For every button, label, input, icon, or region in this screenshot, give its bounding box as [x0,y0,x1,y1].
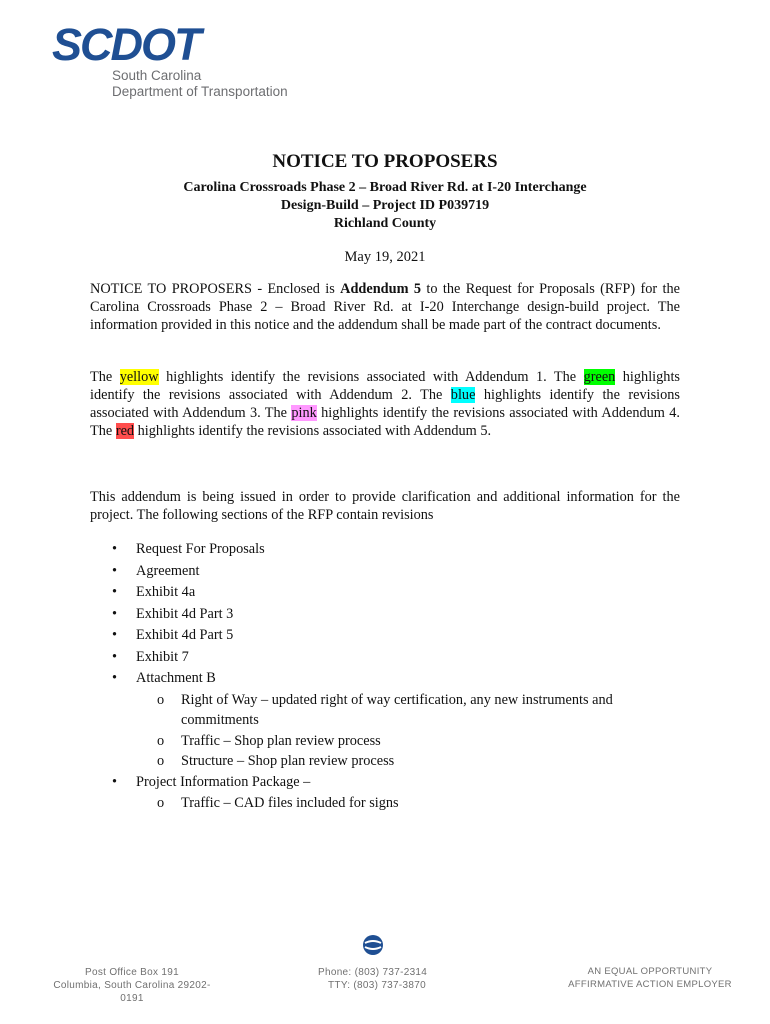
sub-list-item-label: Traffic – CAD files included for signs [181,795,399,811]
agency-name [112,68,288,100]
sub-bullet-icon: o [157,753,165,769]
green-highlight-label: green [583,369,616,385]
address-line-2: Columbia, South Carolina 29202-0191 [53,980,211,1004]
county: Richland County [333,216,437,231]
intro-paragraph [90,280,680,334]
notice-date: May 19, 2021 [344,249,426,265]
list-item-label: Attachment B [136,670,216,686]
list-item [90,561,690,583]
footer-eeo-statement [560,965,740,991]
sub-bullet-icon: o [157,795,165,811]
blue-highlight-label: blue [450,387,476,403]
sub-list-item [90,751,690,772]
sub-bullet-icon: o [157,732,165,749]
bullet-icon: • [112,648,118,665]
eeo-line-1: AN EQUAL OPPORTUNITY [587,966,713,977]
legend-text: highlights identify the revisions associated with Addendum 3. The [90,387,680,421]
sub-bullet-icon: o [157,691,165,708]
sub-list-item-label: Traffic – Shop plan review process [181,732,381,749]
bullet-icon: • [112,562,118,579]
project-id: Design-Build – Project ID P039719 [280,198,490,213]
list-item [90,539,690,561]
list-item-label: Exhibit 7 [136,648,189,665]
project-name: Carolina Crossroads Phase 2 – Broad River Rd. at I-20 Interchange [183,180,587,195]
list-item-label: Exhibit 4d Part 3 [136,605,234,622]
notice-title: NOTICE TO PROPOSERS [272,151,498,172]
sub-list-item-label: Right of Way – updated right of way certification, any new instruments and commitments [181,691,613,728]
bullet-icon: • [112,605,118,622]
list-item [90,625,690,647]
scdot-emblem-icon [362,934,384,956]
footer-address [47,966,217,1005]
agency-line-2: Department of Transportation [112,84,288,99]
list-item-label: Agreement [136,562,200,579]
logo-wordmark: SCDOT [52,19,200,70]
address-line-1: Post Office Box 191 [85,967,179,978]
phone-number: Phone: (803) 737-2314 [318,967,428,978]
scdot-logo [52,19,332,100]
legend-text: The [90,369,120,385]
list-item [90,647,690,669]
list-item-label: Request For Proposals [136,541,265,557]
bullet-icon: • [112,670,118,686]
intro-text-rest: to the Request for Proposals (RFP) for the Carolina Crossroads Phase 2 – Broad River Rd. at I-20 Interchange design-build project. The information provided in this notice and the addendum shall be made part of the contract documents. [90,281,680,333]
purpose-paragraph: This addendum is being issued in order to provide clarification and additional information for the project. The following sections of the RFP contain revisions [90,489,680,523]
list-item-label: Exhibit 4a [136,584,196,600]
eeo-line-2: AFFIRMATIVE ACTION EMPLOYER [568,979,732,990]
bullet-icon: • [112,627,118,643]
bullet-icon: • [112,773,118,790]
yellow-highlight-label: yellow [119,369,159,385]
list-item [90,772,690,794]
list-item [90,604,690,626]
addendum-number: Addendum 5 [340,281,421,297]
agency-line-1: South Carolina [112,68,202,83]
legend-text: highlights identify the revisions associated with Addendum 4. The [90,405,681,439]
sub-list-item [90,731,690,752]
footer-contact [318,966,438,992]
pink-highlight-label: pink [291,405,317,421]
sub-list-item [90,793,690,814]
bullet-icon: • [112,541,118,557]
highlight-legend-paragraph [90,368,680,440]
intro-text: NOTICE TO PROPOSERS - Enclosed is [90,281,341,297]
bullet-icon: • [112,584,118,600]
red-highlight-label: red [115,423,135,439]
sub-list-item-label: Structure – Shop plan review process [181,753,395,769]
list-item [90,582,690,604]
list-item-label: Exhibit 4d Part 5 [136,627,234,643]
legend-text: highlights identify the revisions associated with Addendum 2. The [90,369,680,403]
list-item-label: Project Information Package – [136,773,311,790]
list-item [90,668,690,690]
legend-text: highlights identify the revisions associated with Addendum 1. The [158,369,584,385]
revised-sections-list [90,539,690,814]
sub-list-item [90,690,641,731]
legend-text: highlights identify the revisions associated with Addendum 5. [134,423,492,439]
tty-number: TTY: (803) 737-3870 [328,980,426,991]
